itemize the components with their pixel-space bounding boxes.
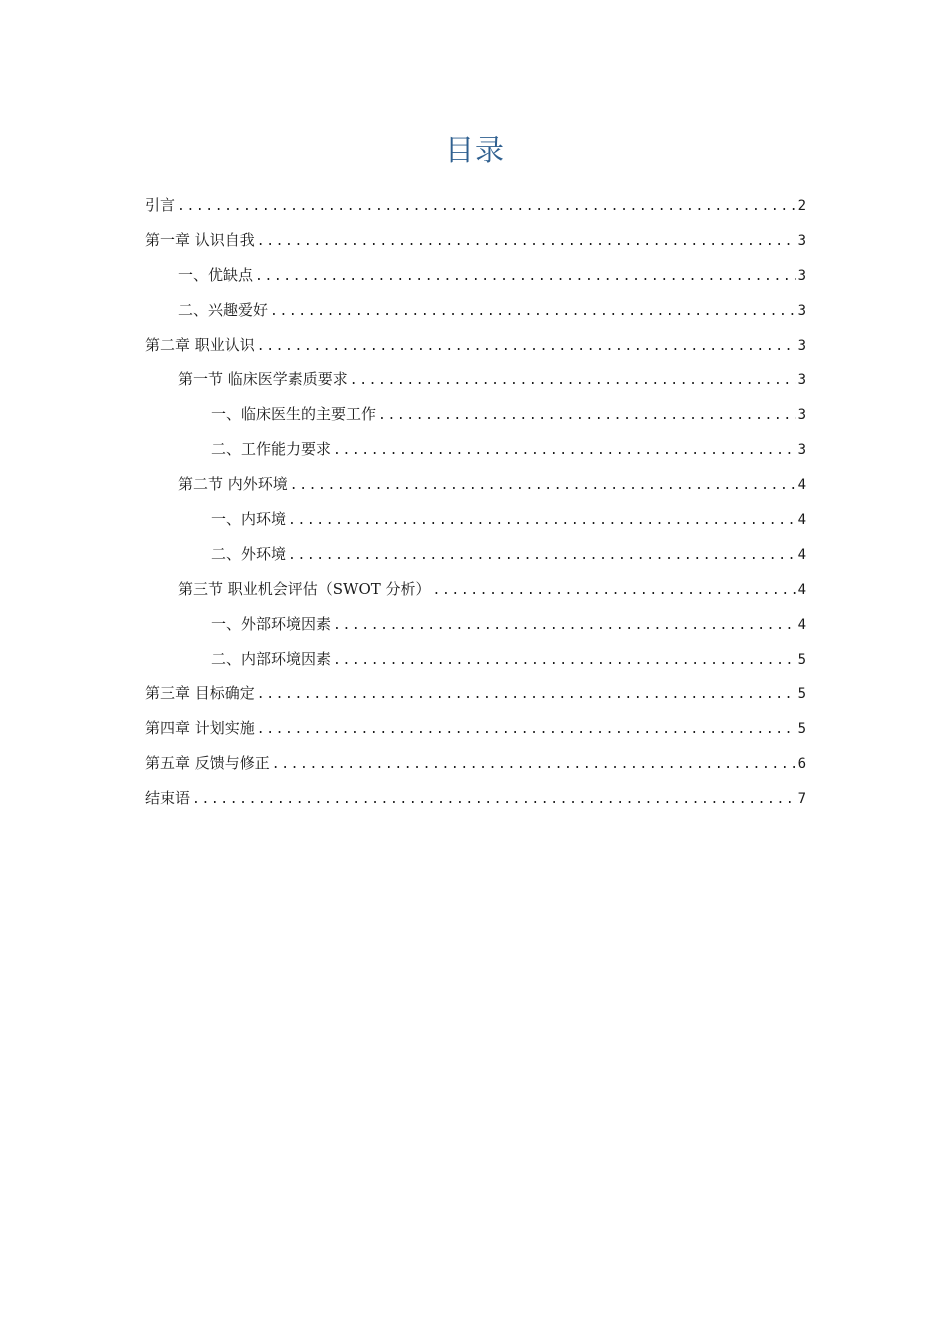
toc-title: 目录 <box>444 133 505 167</box>
toc-entry-page: 5 <box>797 686 806 703</box>
toc-entry[interactable] <box>145 328 806 363</box>
toc-entry-label: 二、内部环境因素 <box>211 649 332 668</box>
toc-entry-label: 引言 <box>145 196 176 214</box>
toc-dot-leader <box>257 713 796 748</box>
toc-entry-label: 二、工作能力要求 <box>211 440 332 459</box>
toc-entry-page: 3 <box>797 442 806 459</box>
toc-dot-leader <box>288 504 796 539</box>
toc-entry-page: 4 <box>797 512 806 529</box>
toc-dot-leader <box>288 539 796 574</box>
toc-dot-leader <box>257 225 796 260</box>
toc-entry[interactable] <box>145 781 806 816</box>
toc-entry[interactable] <box>145 711 806 746</box>
toc-entry-label: 第一节 临床医学素质要求 <box>178 370 348 389</box>
toc-entry[interactable] <box>145 502 806 537</box>
toc-entry-page: 4 <box>797 581 806 598</box>
toc-entry-page: 6 <box>797 756 806 773</box>
toc-entry-label: 二、外环境 <box>211 544 287 563</box>
toc-dot-leader <box>257 330 796 365</box>
toc-entry-page: 3 <box>797 302 806 319</box>
toc-entry-page: 4 <box>797 616 806 633</box>
toc-entry-page: 3 <box>797 372 806 389</box>
toc-entry-label: 第一章 认识自我 <box>145 230 255 249</box>
toc-entry-label: 第五章 反馈与修正 <box>145 754 270 773</box>
toc-entry-label: 一、外部环境因素 <box>211 614 332 633</box>
toc-entry-page: 2 <box>797 198 806 214</box>
toc-dot-leader <box>378 399 796 434</box>
toc-entry-page: 3 <box>797 337 806 354</box>
toc-dot-leader <box>257 678 796 713</box>
toc-entry[interactable] <box>145 223 806 258</box>
toc-entry[interactable] <box>145 188 806 223</box>
toc-entry-page: 7 <box>797 791 806 808</box>
toc-entry-page: 4 <box>797 546 806 563</box>
toc-entry-label: 第二章 职业认识 <box>145 335 255 354</box>
toc-dot-leader <box>290 469 796 504</box>
toc-entry[interactable] <box>145 432 806 467</box>
toc-entry-page: 3 <box>797 407 806 424</box>
toc-entry-page: 3 <box>797 267 806 284</box>
toc-entry-page: 4 <box>797 477 806 494</box>
toc-entry[interactable] <box>145 258 806 293</box>
toc-entry-page: 3 <box>797 232 806 249</box>
toc-entry-label: 第三章 目标确定 <box>145 684 255 703</box>
toc-entry-label: 第四章 计划实施 <box>145 719 255 738</box>
toc-dot-leader <box>272 748 796 783</box>
toc-entry[interactable] <box>145 537 806 572</box>
toc-entry[interactable] <box>145 397 806 432</box>
toc-dot-leader <box>270 295 796 330</box>
toc-entry[interactable] <box>145 607 806 642</box>
toc-dot-leader <box>333 609 796 644</box>
toc-entry-page: 5 <box>797 721 806 738</box>
toc-dot-leader <box>333 434 796 469</box>
toc-entry-label: 第二节 内外环境 <box>178 475 288 494</box>
toc-entry-label: 一、内环境 <box>211 510 287 529</box>
toc-entry[interactable] <box>145 467 806 502</box>
toc-entry[interactable] <box>145 293 806 328</box>
toc-entry[interactable] <box>145 676 806 711</box>
toc-dot-leader <box>177 190 796 225</box>
toc-dot-leader <box>192 783 796 818</box>
toc-dot-leader <box>433 574 796 609</box>
toc-entry-label: 一、优缺点 <box>178 265 254 284</box>
toc-entry[interactable] <box>145 642 806 677</box>
toc-dot-leader <box>255 260 796 295</box>
toc-entry-label: 结束语 <box>145 789 191 808</box>
toc-entry-label: 第三节 职业机会评估（SWOT 分析） <box>178 579 431 598</box>
toc-dot-leader <box>333 644 796 679</box>
toc-list <box>145 188 806 816</box>
toc-dot-leader <box>350 364 796 399</box>
toc-entry-label: 一、临床医生的主要工作 <box>211 405 377 424</box>
toc-entry[interactable] <box>145 362 806 397</box>
toc-entry-page: 5 <box>797 651 806 668</box>
toc-entry[interactable] <box>145 572 806 607</box>
toc-entry-label: 二、兴趣爱好 <box>178 300 269 319</box>
toc-entry[interactable] <box>145 746 806 781</box>
